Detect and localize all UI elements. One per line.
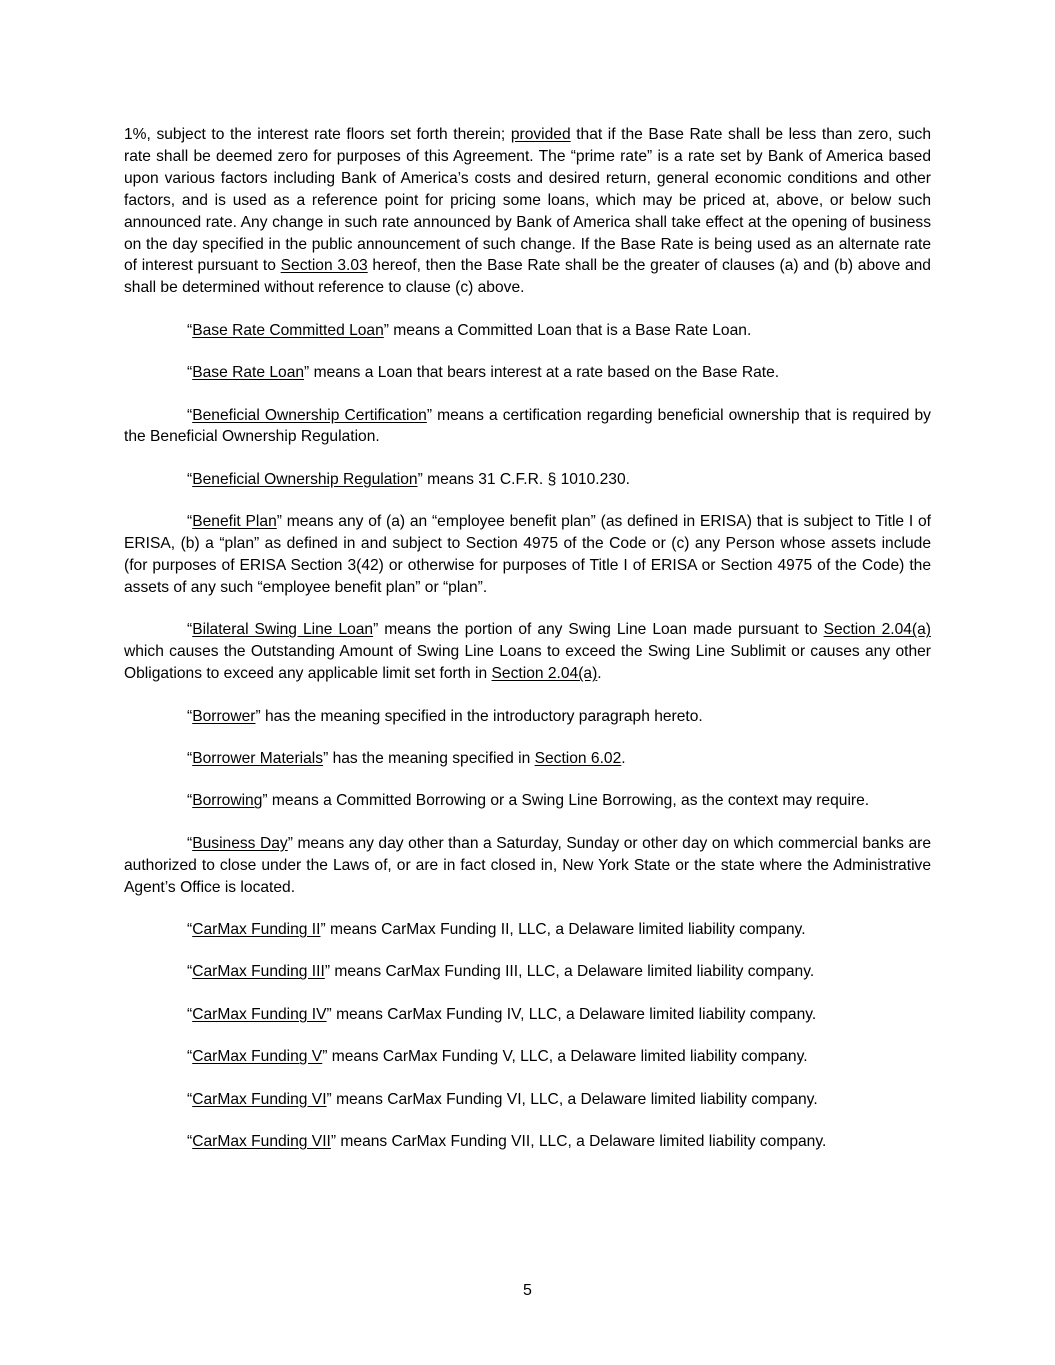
paragraph-text: “ — [187, 513, 193, 531]
defined-term-or-reference: CarMax Funding IV — [192, 1005, 327, 1023]
defined-term-or-reference: Section 2.04(a) — [823, 621, 931, 639]
paragraph-text: “ — [187, 1090, 193, 1108]
definition-paragraph — [124, 1004, 931, 1026]
definition-paragraph — [124, 362, 931, 384]
paragraph-text: ” means a certification regarding beneficial ownership that is required by the Beneficial Ownership Regulation. — [124, 406, 931, 446]
definition-paragraph — [124, 405, 931, 449]
definition-paragraph — [124, 511, 931, 599]
paragraph-text: “ — [187, 963, 193, 981]
defined-term-or-reference: Borrower — [192, 707, 256, 725]
defined-term-or-reference: Benefit Plan — [192, 513, 277, 531]
definition-paragraph — [124, 1046, 931, 1068]
definition-paragraph — [124, 619, 931, 685]
document-body — [124, 124, 931, 1174]
paragraph-text: ” means CarMax Funding VI, LLC, a Delaware limited liability company. — [326, 1090, 818, 1108]
definition-paragraph — [124, 919, 931, 941]
paragraph-text: which causes the Outstanding Amount of Swing Line Loans to exceed the Swing Line Sublimit or causes any other Obligations to exceed any applicable limit set forth in — [124, 643, 931, 683]
paragraph-text: ” means CarMax Funding V, LLC, a Delaware limited liability company. — [322, 1048, 808, 1066]
definition-paragraph — [124, 1131, 931, 1153]
paragraph-text: “ — [187, 321, 193, 339]
definition-paragraph — [124, 961, 931, 983]
paragraph-text: ” means a Loan that bears interest at a rate based on the Base Rate. — [304, 364, 780, 382]
paragraph-text: “ — [187, 834, 193, 852]
paragraph-text: ” means CarMax Funding IV, LLC, a Delaware limited liability company. — [326, 1005, 817, 1023]
definition-paragraph — [124, 833, 931, 899]
paragraph-text: that if the Base Rate shall be less than zero, such rate shall be deemed zero for purposes of this Agreement. The “prime rate” is a rate set by Bank of America based upon various factors including Bank of America’s costs and desired return, general economic conditions and other factors, and is used as a reference point for pricing some loans, which may be priced at, above, or below such announced rate. Any change in such rate announced by Bank of America shall take effect at the opening of business on the day specified in the public announcement of such change. If the Base Rate is being used as an alternate rate of interest pursuant to — [124, 126, 931, 275]
defined-term-or-reference: provided — [510, 126, 571, 143]
defined-term-or-reference: Section 3.03 — [280, 257, 368, 275]
paragraph-text: “ — [187, 792, 193, 810]
page-number: 5 — [523, 1282, 532, 1299]
paragraph-text: ” means the portion of any Swing Line Loan made pursuant to — [373, 621, 824, 639]
paragraph-text: . — [597, 665, 602, 683]
paragraph-text: “ — [187, 921, 193, 939]
defined-term-or-reference: Borrowing — [192, 792, 263, 810]
paragraph-text: “ — [187, 750, 193, 768]
defined-term-or-reference: Section 2.04(a) — [491, 665, 598, 683]
defined-term-or-reference: Bilateral Swing Line Loan — [192, 621, 374, 639]
paragraph-text: “ — [187, 1048, 193, 1066]
defined-term-or-reference: Base Rate Committed Loan — [192, 321, 384, 339]
defined-term-or-reference: CarMax Funding VII — [192, 1133, 331, 1151]
defined-term-or-reference: Business Day — [192, 834, 288, 852]
paragraph-text: “ — [187, 621, 193, 639]
defined-term-or-reference: CarMax Funding VI — [192, 1090, 327, 1108]
definition-paragraph — [124, 469, 931, 491]
definition-paragraph — [124, 1089, 931, 1111]
defined-term-or-reference: CarMax Funding II — [192, 921, 321, 939]
paragraph-text: “ — [187, 364, 193, 382]
definition-paragraph — [124, 748, 931, 770]
definition-paragraph — [124, 706, 931, 728]
defined-term-or-reference: CarMax Funding III — [192, 963, 325, 981]
paragraph-text: “ — [187, 1005, 193, 1023]
paragraph-text: ” means any day other than a Saturday, Sunday or other day on which commercial banks are authorized to close under the Laws of, or are in fact closed in, New York State or the state where the Administrative Agent’s Office is located. — [124, 834, 931, 896]
paragraph-text: . — [621, 750, 626, 768]
defined-term-or-reference: Beneficial Ownership Certification — [192, 406, 427, 424]
definition-paragraph — [124, 790, 931, 812]
definition-paragraph — [124, 320, 931, 342]
defined-term-or-reference: Borrower Materials — [192, 750, 324, 768]
paragraph-text: ” means CarMax Funding III, LLC, a Delaware limited liability company. — [324, 963, 815, 981]
defined-term-or-reference: Section 6.02 — [534, 750, 622, 768]
paragraph-text: ” means a Committed Borrowing or a Swing Line Borrowing, as the context may require. — [262, 792, 870, 810]
paragraph-text: “ — [187, 1133, 193, 1151]
paragraph-text: ” means a Committed Loan that is a Base Rate Loan. — [383, 321, 752, 339]
defined-term-or-reference: Base Rate Loan — [192, 364, 305, 382]
paragraph-text: 1%, subject to the interest rate floors set forth therein; — [124, 126, 511, 143]
paragraph-text: “ — [187, 707, 193, 725]
paragraph-text: “ — [187, 470, 193, 488]
paragraph-text: ” means CarMax Funding II, LLC, a Delaware limited liability company. — [320, 921, 806, 939]
paragraph-text: ” means CarMax Funding VII, LLC, a Delaware limited liability company. — [330, 1133, 827, 1151]
defined-term-or-reference: CarMax Funding V — [192, 1048, 323, 1066]
paragraph-text: ” means 31 C.F.R. § 1010.230. — [417, 470, 630, 488]
paragraph-text: “ — [187, 406, 193, 424]
paragraph-text: ” means any of (a) an “employee benefit plan” (as defined in ERISA) that is subject to Title I of ERISA, (b) a “plan” as defined in and subject to Section 4975 of the Code or (c) any Person whose assets include (for purposes of ERISA Section 3(42) or otherwise for purposes of Title I of ERISA or Section 4975 of the Code) the assets of any such “employee benefit plan” or “plan”. — [124, 513, 932, 596]
continued-paragraph — [124, 124, 931, 299]
paragraph-text: hereof, then the Base Rate shall be the greater of clauses (a) and (b) above and shall be determined without reference to clause (c) above. — [124, 257, 931, 297]
defined-term-or-reference: Beneficial Ownership Regulation — [192, 470, 418, 488]
paragraph-text: ” has the meaning specified in the introductory paragraph hereto. — [255, 707, 703, 725]
paragraph-text: ” has the meaning specified in — [323, 750, 535, 768]
